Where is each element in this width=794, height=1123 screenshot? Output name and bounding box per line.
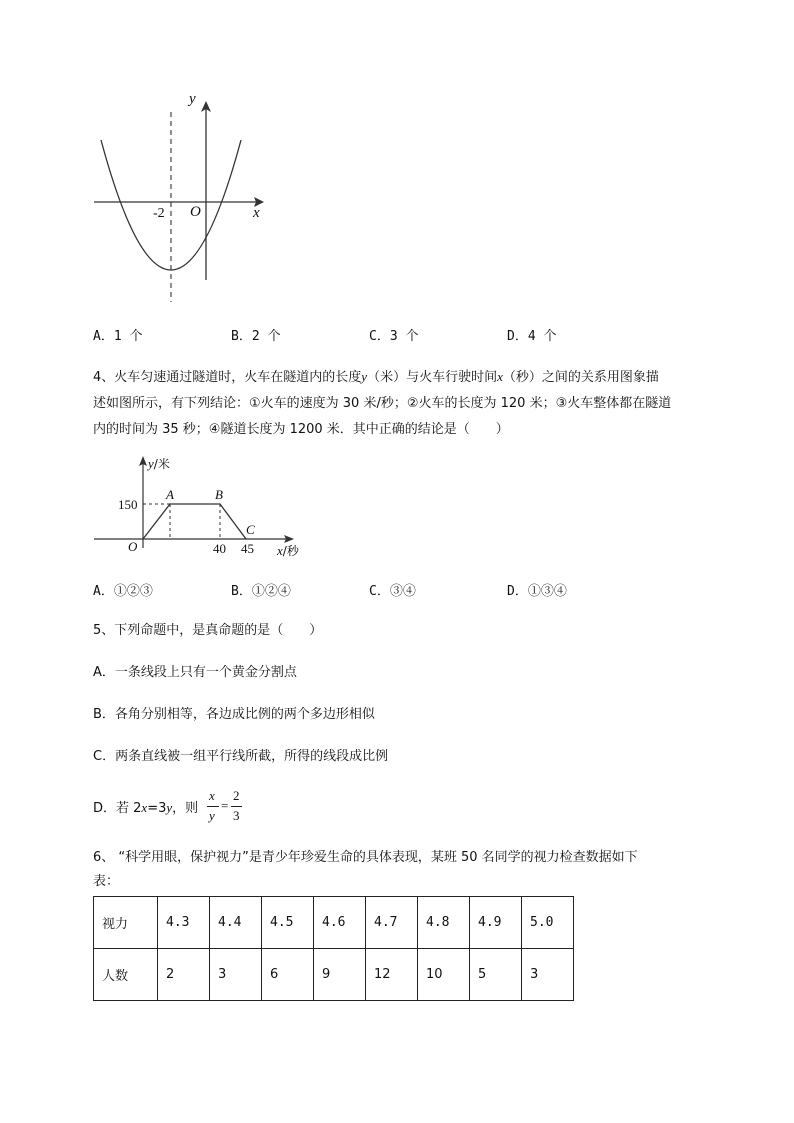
train-graph-x-tick-40: 40: [213, 541, 226, 556]
q6-stem-line2: 表：: [93, 874, 120, 889]
table-row: [94, 897, 574, 949]
train-graph-origin: O: [128, 539, 138, 554]
q4-option-d[interactable]: D．①③④: [507, 584, 567, 599]
table-cell: 4.5: [262, 897, 314, 949]
train-graph-point-a: A: [166, 487, 174, 502]
train-graph-y-tick: 150: [118, 497, 138, 512]
q5-option-b[interactable]: B．各角分别相等，各边成比例的两个多边形相似: [93, 707, 375, 722]
q5-frac-right-bar: [231, 806, 242, 807]
table-cell: 2: [158, 949, 210, 1001]
table-cell: 3: [522, 949, 574, 1001]
graph-tick-label: -2: [153, 206, 165, 221]
graph-origin-label: O: [190, 204, 201, 220]
table-cell: 4.4: [210, 897, 262, 949]
q5-frac-left-num: x: [209, 788, 215, 803]
table-cell: 12: [366, 949, 418, 1001]
q5-equals: =: [221, 798, 229, 813]
table-cell: 人数: [94, 949, 158, 1001]
q4-option-c[interactable]: C．③④: [369, 584, 416, 599]
q3-option-c[interactable]: C．3 个: [369, 329, 419, 344]
q4-option-b[interactable]: B．①②④: [231, 584, 291, 599]
train-graph-y-label: y/米: [148, 456, 170, 471]
graph-x-label: x: [253, 205, 260, 221]
q5-option-c[interactable]: C．两条直线被一组平行线所截，所得的线段成比例: [93, 749, 389, 764]
train-graph-x-label: x/秒: [277, 543, 299, 558]
parabola-graph: [88, 88, 278, 306]
q4-stem-line3: 内的时间为 35 秒；④隧道长度为 1200 米．其中正确的结论是（ ）: [93, 422, 509, 437]
table-cell: 4.9: [470, 897, 522, 949]
q3-option-a[interactable]: A．1 个: [93, 329, 143, 344]
table-cell: 5: [470, 949, 522, 1001]
q6-stem-line1: 6、 “科学用眼，保护视力”是青少年珍爱生命的具体表现，某班 50 名同学的视力检查数据如下: [93, 850, 638, 865]
train-graph-point-c: C: [246, 522, 255, 537]
q5-frac-left-den: y: [209, 808, 215, 823]
q5-frac-right-num: 2: [233, 788, 240, 803]
table-cell: 6: [262, 949, 314, 1001]
q4-option-a[interactable]: A．①②③: [93, 584, 153, 599]
q5-frac-right-den: 3: [233, 808, 240, 823]
q4-stem-line2: 述如图所示，有下列结论：①火车的速度为 30 米/秒；②火车的长度为 120 米；③火车整体都在隧道: [93, 396, 672, 411]
table-cell: 视力: [94, 897, 158, 949]
table-row: [94, 949, 574, 1001]
table-cell: 10: [418, 949, 470, 1001]
table-cell: 5.0: [522, 897, 574, 949]
table-cell: 9: [314, 949, 366, 1001]
train-graph-point-b: B: [215, 487, 223, 502]
q3-option-d[interactable]: D．4 个: [507, 329, 557, 344]
train-graph-x-tick-45: 45: [241, 541, 254, 556]
q4-stem-line1: 4、火车匀速通过隧道时，火车在隧道内的长度y（米）与火车行驶时间x（秒）之间的关系用图象描: [93, 369, 659, 385]
graph-y-label: y: [189, 91, 196, 107]
q5-option-d[interactable]: D．若 2x=3y，则: [93, 800, 199, 816]
table-cell: 3: [210, 949, 262, 1001]
q5-option-a[interactable]: A．一条线段上只有一个黄金分割点: [93, 665, 297, 680]
table-cell: 4.8: [418, 897, 470, 949]
q3-option-b[interactable]: B．2 个: [231, 329, 281, 344]
table-cell: 4.7: [366, 897, 418, 949]
vision-table: [93, 896, 574, 1001]
table-cell: 4.6: [314, 897, 366, 949]
q5-frac-left-bar: [207, 806, 219, 807]
table-cell: 4.3: [158, 897, 210, 949]
q5-stem: 5、下列命题中，是真命题的是（ ）: [93, 623, 323, 638]
